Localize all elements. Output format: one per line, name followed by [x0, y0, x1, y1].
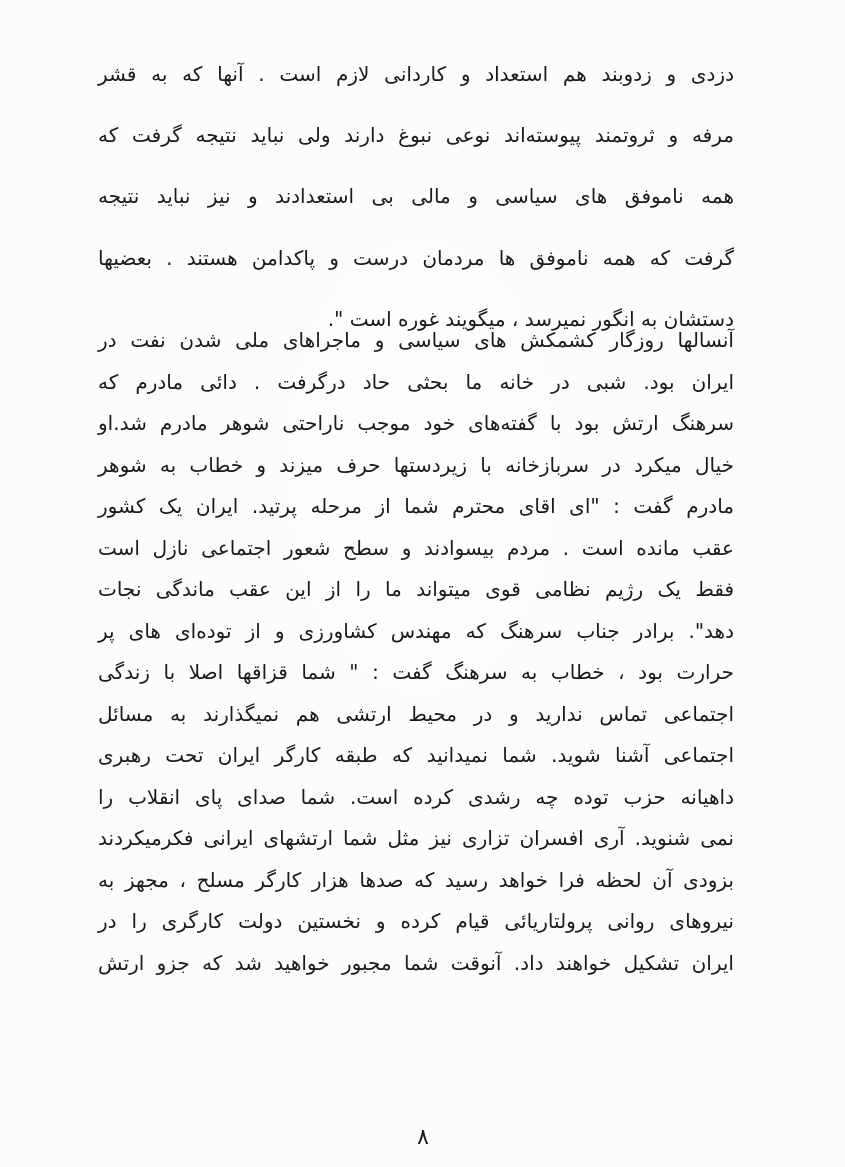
- text-line: داهیانه حزب توده چه رشدی کرده است. شما صدای پای انقلاب را: [98, 784, 734, 809]
- text-line: حرارت بود ، خطاب به سرهنگ گفت : " شما قزاقها اصلا با زندگی: [98, 660, 734, 684]
- text-line: خیال میکرد در سربازخانه با زیردستها حرف میزند و خطاب به شوهر: [98, 452, 734, 477]
- text-line: آنسالها روزگار کشمکش های سیاسی و ماجراهای ملی شدن نفت در: [98, 328, 734, 352]
- text-line: گرفت که همه ناموفق ها مردمان درست و پاکدامن هستند . بعضیها: [98, 245, 734, 270]
- text-line: اجتماعی آشنا شوید. شما نمیدانید که طبقه کارگر ایران تحت رهبری: [98, 743, 734, 767]
- text-line: همه ناموفق های سیاسی و مالی بی استعدادند و نیز نباید نتیجه: [98, 184, 734, 209]
- paragraph-1: [98, 64, 734, 370]
- text-line: مرفه و ثروتمند پیوسته‌اند نوعی نبوغ دارند ولی نباید نتیجه گرفت که: [98, 123, 734, 148]
- text-line: اجتماعی تماس ندارید و در محیط ارتشی هم نمیگذارند به مسائل: [98, 701, 734, 726]
- text-line: سرهنگ ارتش بود با گفته‌های خود موجب ناراحتی شوهر مادرم شد.او: [98, 411, 734, 435]
- text-line: دزدی و زدوبند هم استعداد و کاردانی لازم است . آنها که به قشر: [98, 62, 734, 86]
- text-line: ایران تشکیل خواهند داد. آنوقت شما مجبور خواهید شد که جزو ارتش: [98, 950, 734, 975]
- text-line: دهد". برادر جناب سرهنگ که مهندس کشاورزی و از توده‌ای های پر: [98, 618, 734, 643]
- text-line: مادرم گفت : "ای اقای محترم شما از مرحله پرتید. ایران یک کشور: [98, 494, 734, 518]
- text-line: دستشان به انگور نمیرسد ، میگویند غوره است ".: [327, 306, 734, 331]
- text-line: بزودی آن لحظه فرا خواهد رسید که صدها هزار کارگر مسلح ، مجهز به: [98, 867, 734, 892]
- text-line: عقب مانده است . مردم بیسوادند و سطح شعور اجتماعی نازل است: [98, 535, 734, 560]
- text-line: نیروهای روانی پرولتاریائی قیام کرده و نخستین دولت کارگری را در: [98, 909, 734, 933]
- text-line: فقط یک رژیم نظامی قوی میتواند ما را از این عقب ماندگی نجات: [98, 577, 734, 601]
- page-number: ۸: [417, 1125, 429, 1150]
- paragraph-2: [98, 330, 734, 994]
- text-line: نمی شنوید. آری افسران تزاری نیز مثل شما ارتشهای ایرانی فکرمیکردند: [98, 826, 734, 850]
- text-line: ایران بود. شبی در خانه ما بحثی حاد درگرفت . دائی مادرم که: [98, 369, 734, 394]
